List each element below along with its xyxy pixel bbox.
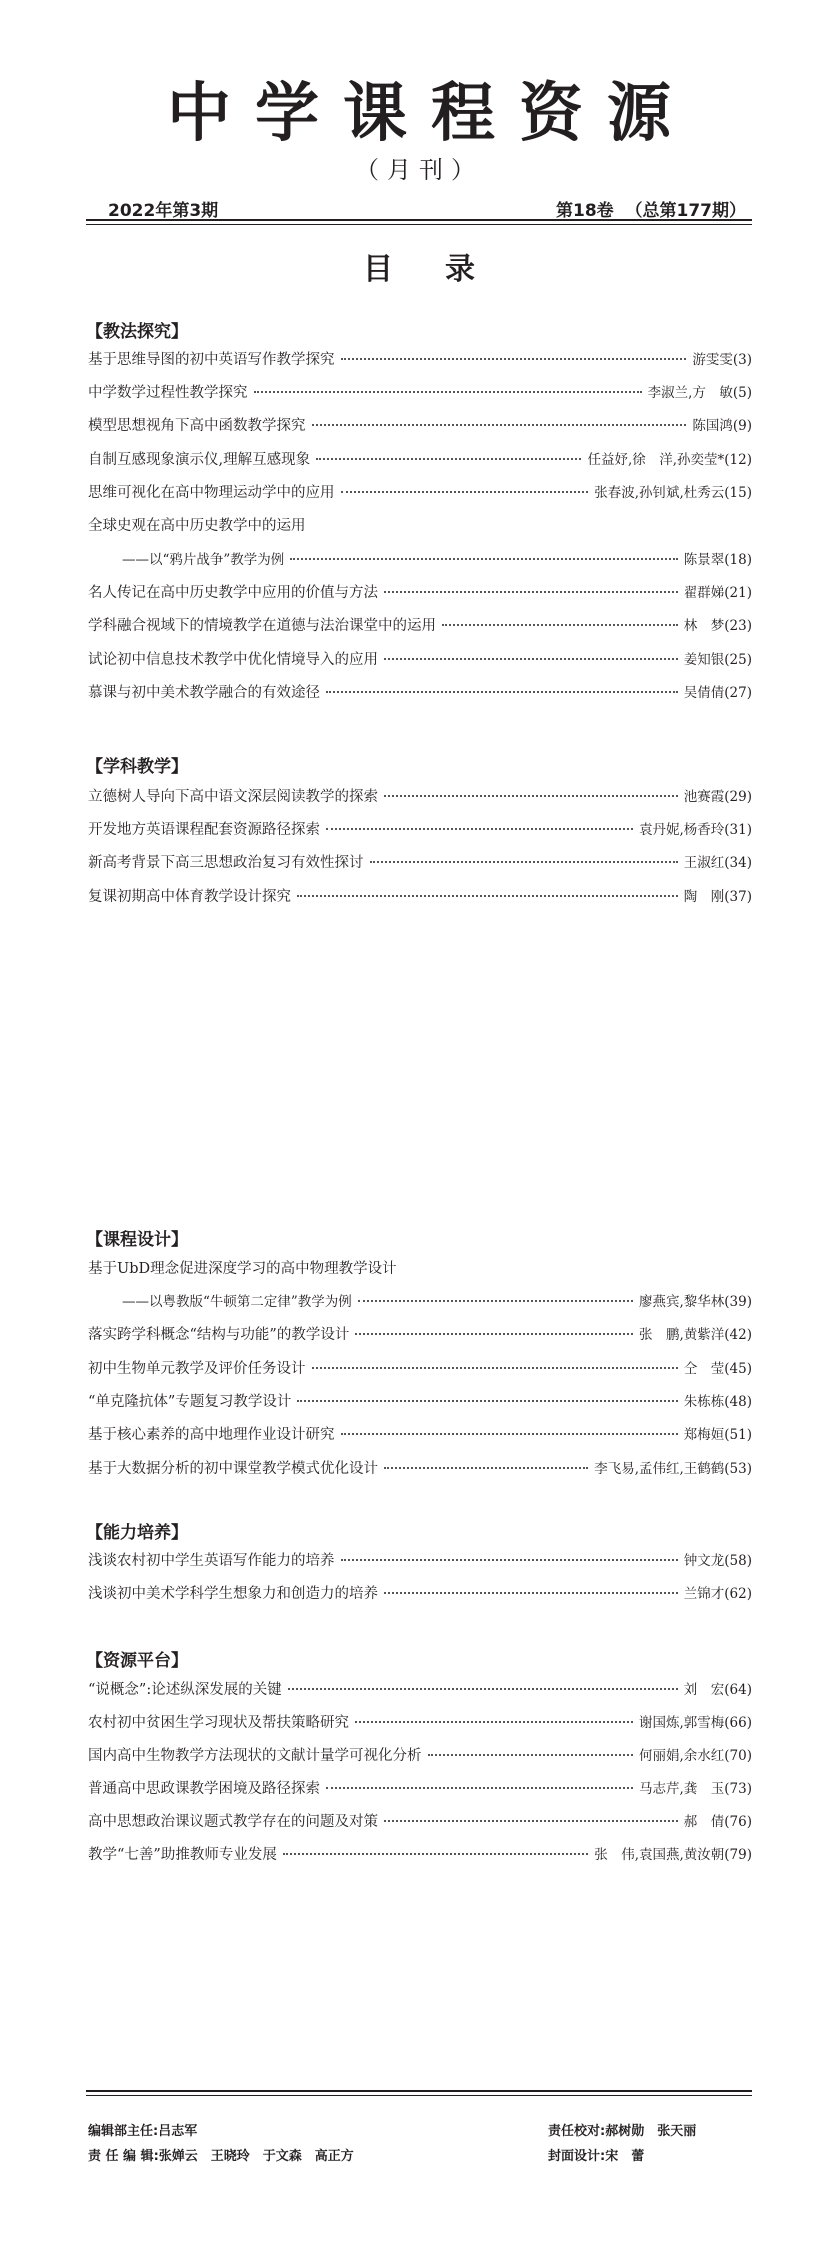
toc-entry[interactable] bbox=[88, 683, 752, 703]
toc-entry-subtitle[interactable] bbox=[88, 1292, 752, 1312]
toc-entry-main-title[interactable] bbox=[88, 516, 752, 536]
leader-dots bbox=[326, 691, 678, 693]
toc-entry[interactable] bbox=[88, 1459, 752, 1479]
entry-authors: 仝 莹(45) bbox=[683, 1361, 752, 1377]
entry-authors: 池赛霞(29) bbox=[683, 789, 752, 805]
leader-dots bbox=[384, 1820, 678, 1822]
section-title: 【课程设计】 bbox=[86, 1230, 188, 1250]
entry-title: 农村初中贫困生学习现状及帮扶策略研究 bbox=[88, 1715, 349, 1731]
entry-title: 中学数学过程性教学探究 bbox=[88, 385, 248, 401]
leader-dots bbox=[316, 458, 581, 460]
entry-title: 模型思想视角下高中函数教学探究 bbox=[88, 418, 306, 434]
toc-entry-main-title[interactable] bbox=[88, 1259, 752, 1279]
entry-title: 浅谈初中美术学科学生想象力和创造力的培养 bbox=[88, 1586, 378, 1602]
entry-authors: 张 伟,袁国燕,黄汝朝(79) bbox=[594, 1847, 752, 1863]
editors: 责 任 编 辑:张婵云 王晓玲 于文森 高正方 bbox=[88, 2149, 354, 2164]
toc-entry[interactable] bbox=[88, 383, 752, 403]
toc-entry[interactable] bbox=[88, 1746, 752, 1766]
entry-authors: 林 梦(23) bbox=[683, 618, 752, 634]
entry-title: 自制互感现象演示仪,理解互感现象 bbox=[88, 452, 311, 468]
toc-entry[interactable] bbox=[88, 787, 752, 807]
entry-title: 新高考背景下高三思想政治复习有效性探讨 bbox=[88, 855, 364, 871]
entry-title: 思维可视化在高中物理运动学中的应用 bbox=[88, 485, 335, 501]
proofreaders: 责任校对:郝树勋 张天丽 bbox=[548, 2124, 697, 2139]
toc-entry[interactable] bbox=[88, 1584, 752, 1604]
entry-authors: 郝 倩(76) bbox=[683, 1814, 752, 1830]
leader-dots bbox=[312, 424, 687, 426]
header-rule-bottom bbox=[86, 224, 752, 225]
toc-entry[interactable] bbox=[88, 820, 752, 840]
entry-authors: 兰锦才(62) bbox=[683, 1586, 752, 1602]
leader-dots bbox=[297, 1400, 677, 1402]
footer-rule-top bbox=[86, 2090, 752, 2092]
leader-dots bbox=[290, 558, 677, 560]
entry-title: 教学“七善”助推教师专业发展 bbox=[88, 1847, 277, 1863]
toc-entry[interactable] bbox=[88, 1812, 752, 1832]
entry-subtitle: ——以“鸦片战争”教学为例 bbox=[122, 552, 285, 568]
toc-entry[interactable] bbox=[88, 583, 752, 603]
leader-dots bbox=[355, 1333, 633, 1335]
toc-entry[interactable] bbox=[88, 1551, 752, 1571]
toc-entry[interactable] bbox=[88, 1325, 752, 1345]
entry-title: 普通高中思政课教学困境及路径探索 bbox=[88, 1781, 320, 1797]
entry-title: 学科融合视域下的情境教学在道德与法治课堂中的运用 bbox=[88, 618, 436, 634]
leader-dots bbox=[370, 861, 678, 863]
section-title: 【资源平台】 bbox=[86, 1651, 188, 1671]
section-title: 【教法探究】 bbox=[86, 322, 188, 342]
leader-dots bbox=[341, 358, 687, 360]
toc-entry[interactable] bbox=[88, 887, 752, 907]
entry-authors: 李淑兰,方 敏(5) bbox=[647, 385, 752, 401]
cover-design: 封面设计:宋 蕾 bbox=[548, 2149, 645, 2164]
leader-dots bbox=[288, 1688, 678, 1690]
toc-entry[interactable] bbox=[88, 416, 752, 436]
entry-authors: 任益妤,徐 洋,孙奕莹*(12) bbox=[587, 452, 752, 468]
toc-heading: 目录 bbox=[363, 252, 527, 287]
toc-entry[interactable] bbox=[88, 483, 752, 503]
section-title: 【能力培养】 bbox=[86, 1523, 188, 1543]
leader-dots bbox=[341, 1433, 678, 1435]
journal-title: 中学课程资源 bbox=[167, 76, 695, 151]
leader-dots bbox=[341, 491, 589, 493]
entry-title: 慕课与初中美术教学融合的有效途径 bbox=[88, 685, 320, 701]
leader-dots bbox=[326, 828, 633, 830]
entry-authors: 朱栋栋(48) bbox=[683, 1394, 752, 1410]
entry-authors: 张春波,孙钊斌,杜秀云(15) bbox=[594, 485, 752, 501]
entry-title: 基于思维导图的初中英语写作教学探究 bbox=[88, 352, 335, 368]
leader-dots bbox=[283, 1853, 588, 1855]
journal-subtitle: （月刊） bbox=[355, 156, 483, 184]
entry-title: 全球史观在高中历史教学中的运用 bbox=[88, 518, 306, 534]
entry-authors: 王淑红(34) bbox=[683, 855, 752, 871]
toc-entry-subtitle[interactable] bbox=[88, 550, 752, 570]
entry-title: 基于大数据分析的初中课堂教学模式优化设计 bbox=[88, 1461, 378, 1477]
toc-entry[interactable] bbox=[88, 1359, 752, 1379]
toc-entry[interactable] bbox=[88, 650, 752, 670]
chief-editor: 编辑部主任:吕志军 bbox=[88, 2124, 198, 2139]
entry-subtitle: ——以粤教版“牛顿第二定律”教学为例 bbox=[122, 1294, 352, 1310]
section-title: 【学科教学】 bbox=[86, 757, 188, 777]
toc-entry[interactable] bbox=[88, 450, 752, 470]
entry-authors: 游雯雯(3) bbox=[692, 352, 752, 368]
entry-authors: 钟文龙(58) bbox=[683, 1553, 752, 1569]
entry-title: 试论初中信息技术教学中优化情境导入的应用 bbox=[88, 652, 378, 668]
entry-title: 立德树人导向下高中语文深层阅读教学的探索 bbox=[88, 789, 378, 805]
entry-authors: 陈景翠(18) bbox=[683, 552, 752, 568]
toc-entry[interactable] bbox=[88, 1680, 752, 1700]
entry-authors: 马志芹,龚 玉(73) bbox=[638, 1781, 752, 1797]
entry-authors: 刘 宏(64) bbox=[683, 1682, 752, 1698]
volume-number: 第18卷 （总第177期） bbox=[556, 201, 746, 221]
entry-authors: 谢国炼,郭雪梅(66) bbox=[638, 1715, 752, 1731]
leader-dots bbox=[384, 1592, 678, 1594]
toc-entry[interactable] bbox=[88, 1779, 752, 1799]
leader-dots bbox=[384, 658, 678, 660]
toc-entry[interactable] bbox=[88, 1845, 752, 1865]
toc-entry[interactable] bbox=[88, 1713, 752, 1733]
header-rule-top bbox=[86, 219, 752, 221]
entry-title: “单克隆抗体”专题复习教学设计 bbox=[88, 1394, 292, 1410]
entry-authors: 姜知银(25) bbox=[683, 652, 752, 668]
entry-title: 基于UbD理念促进深度学习的高中物理教学设计 bbox=[88, 1261, 397, 1277]
entry-title: 名人传记在高中历史教学中应用的价值与方法 bbox=[88, 585, 378, 601]
leader-dots bbox=[254, 391, 642, 393]
entry-authors: 郑梅姮(51) bbox=[683, 1427, 752, 1443]
entry-title: 落实跨学科概念“结构与功能”的教学设计 bbox=[88, 1327, 350, 1343]
entry-title: 初中生物单元教学及评价任务设计 bbox=[88, 1361, 306, 1377]
toc-entry[interactable] bbox=[88, 616, 752, 636]
leader-dots bbox=[326, 1787, 633, 1789]
entry-authors: 廖燕宾,黎华林(39) bbox=[638, 1294, 752, 1310]
entry-authors: 何丽娟,余水红(70) bbox=[638, 1748, 752, 1764]
toc-entry[interactable] bbox=[88, 350, 752, 370]
leader-dots bbox=[341, 1559, 678, 1561]
entry-authors: 李飞易,孟伟红,王鹤鹤(53) bbox=[594, 1461, 752, 1477]
entry-title: 开发地方英语课程配套资源路径探索 bbox=[88, 822, 320, 838]
entry-title: “说概念”:论述纵深发展的关键 bbox=[88, 1682, 282, 1698]
leader-dots bbox=[297, 895, 678, 897]
entry-authors: 陈国鸿(9) bbox=[692, 418, 752, 434]
footer-rule-bottom bbox=[86, 2095, 752, 2096]
toc-entry[interactable] bbox=[88, 1425, 752, 1445]
entry-title: 浅谈农村初中学生英语写作能力的培养 bbox=[88, 1553, 335, 1569]
leader-dots bbox=[384, 1467, 588, 1469]
leader-dots bbox=[442, 624, 678, 626]
leader-dots bbox=[312, 1367, 678, 1369]
entry-authors: 张 鹏,黄紫洋(42) bbox=[638, 1327, 752, 1343]
leader-dots bbox=[355, 1721, 633, 1723]
entry-authors: 袁丹妮,杨香玲(31) bbox=[638, 822, 752, 838]
entry-authors: 吴倩倩(27) bbox=[683, 685, 752, 701]
toc-entry[interactable] bbox=[88, 853, 752, 873]
entry-title: 基于核心素养的高中地理作业设计研究 bbox=[88, 1427, 335, 1443]
entry-authors: 翟群娣(21) bbox=[683, 585, 752, 601]
leader-dots bbox=[428, 1754, 633, 1756]
issue-number: 2022年第3期 bbox=[108, 201, 219, 221]
leader-dots bbox=[384, 795, 678, 797]
leader-dots bbox=[384, 591, 678, 593]
entry-title: 复课初期高中体育教学设计探究 bbox=[88, 889, 291, 905]
toc-entry[interactable] bbox=[88, 1392, 752, 1412]
entry-authors: 陶 刚(37) bbox=[683, 889, 752, 905]
leader-dots bbox=[358, 1300, 633, 1302]
entry-title: 国内高中生物教学方法现状的文献计量学可视化分析 bbox=[88, 1748, 422, 1764]
entry-title: 高中思想政治课议题式教学存在的问题及对策 bbox=[88, 1814, 378, 1830]
